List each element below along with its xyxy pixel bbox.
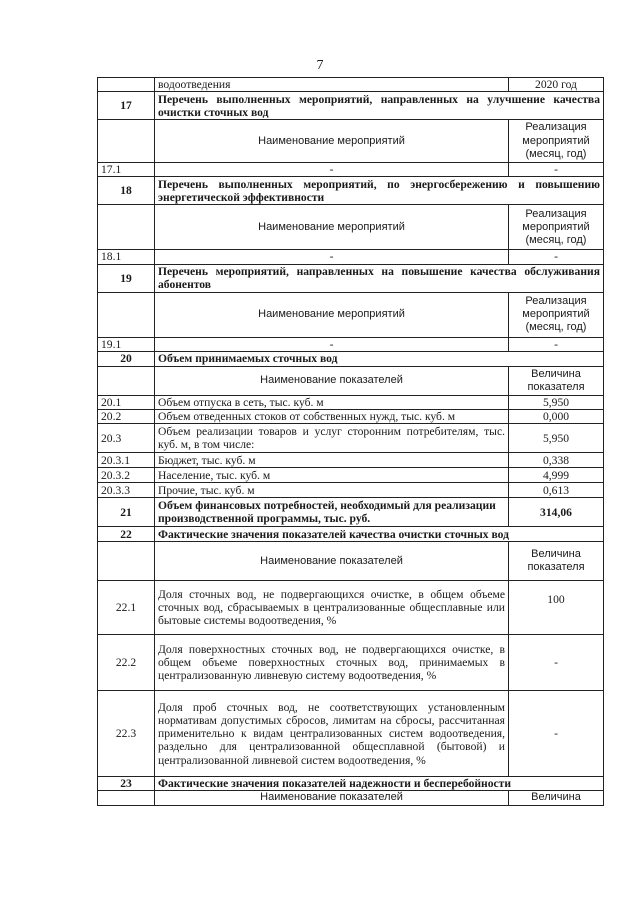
section-number: 21 — [98, 498, 155, 527]
row-name: Население, тыс. куб. м — [155, 468, 509, 483]
column-header-row — [98, 292, 604, 337]
column-header-name: Наименование мероприятий — [155, 292, 509, 337]
row-value: 5,950 — [509, 395, 604, 409]
table-row — [98, 163, 604, 177]
row-number: 20.3.1 — [98, 453, 155, 468]
section-number: 17 — [98, 92, 155, 120]
row-value: 100 — [509, 581, 604, 635]
section-header-row — [98, 92, 604, 120]
column-header-row — [98, 791, 604, 805]
column-header-row — [98, 205, 604, 250]
row-number: 20.3 — [98, 424, 155, 453]
section-title: Перечень мероприятий, направленных на повышение качества обслуживания абонентов — [155, 264, 604, 292]
row-number: 22.2 — [98, 635, 155, 691]
section-number: 23 — [98, 777, 155, 791]
section-header-row — [98, 527, 604, 542]
row-name: Доля проб сточных вод, не соответствующих установленным нормативам допустимых сбросов, лимитам на сбросы, рассчитанная применительно к видам централизованных систем водоотведения, раздельно для централизованной общесплавной (бытовой) и централизованной ливневой систем водоотведения, % — [155, 691, 509, 777]
row-name: - — [155, 337, 509, 351]
row-name: - — [155, 163, 509, 177]
section-title: Фактические значения показателей надежности и бесперебойности — [155, 777, 604, 791]
row-name: Объем отведенных стоков от собственных нужд, тыс. куб. м — [155, 410, 509, 424]
row-value: 0,338 — [509, 453, 604, 468]
page-number: 7 — [316, 58, 324, 73]
row-name: Доля поверхностных сточных вод, не подвергающихся очистке, в общем объеме поверхностных сточных вод, принимаемых в централизованную ливневую систему водоотведения, % — [155, 635, 509, 691]
table-row — [98, 424, 604, 453]
column-header-implementation: Реализация мероприятий (месяц, год) — [509, 120, 604, 163]
column-header-implementation: Реализация мероприятий (месяц, год) — [509, 205, 604, 250]
row-value: - — [509, 250, 604, 264]
column-header-value: Величина показателя — [509, 366, 604, 395]
empty-cell — [98, 292, 155, 337]
column-header-name: Наименование мероприятий — [155, 120, 509, 163]
column-header-value: Величина показателя — [509, 542, 604, 581]
row-number: 20.2 — [98, 410, 155, 424]
section-number: 20 — [98, 351, 155, 366]
row-name: Прочие, тыс. куб. м — [155, 483, 509, 498]
column-header-implementation: Реализация мероприятий (месяц, год) — [509, 292, 604, 337]
section-title: Фактические значения показателей качества очистки сточных вод — [155, 527, 604, 542]
section-header-row — [98, 777, 604, 791]
row-number: 17.1 — [98, 163, 155, 177]
section-title: Объем финансовых потребностей, необходимый для реализации производственной программы, тыс. руб. — [155, 498, 509, 527]
row-number: 20.3.3 — [98, 483, 155, 498]
column-header-name: Наименование показателей — [155, 366, 509, 395]
section-header-row — [98, 498, 604, 527]
row-name: Объем реализации товаров и услуг сторонним потребителям, тыс. куб. м, в том числе: — [155, 424, 509, 453]
row-value: - — [509, 337, 604, 351]
table-row — [98, 468, 604, 483]
row-name: - — [155, 250, 509, 264]
column-header-name: Наименование мероприятий — [155, 205, 509, 250]
table-row — [98, 337, 604, 351]
table-row — [98, 483, 604, 498]
row-text-cell: водоотведения — [155, 78, 509, 92]
column-header-row — [98, 542, 604, 581]
column-header-row — [98, 120, 604, 163]
row-name: Объем отпуска в сеть, тыс. куб. м — [155, 395, 509, 409]
empty-cell — [98, 366, 155, 395]
section-title: Перечень выполненных мероприятий, по энергосбережению и повышению энергетической эффективности — [155, 177, 604, 205]
row-number-cell — [98, 78, 155, 92]
table-row — [98, 453, 604, 468]
section-number: 18 — [98, 177, 155, 205]
empty-cell — [98, 791, 155, 805]
row-name: Доля сточных вод, не подвергающихся очистке, в общем объеме сточных вод, сбрасываемых в централизованные общесплавные или бытовые системы водоотведения, % — [155, 581, 509, 635]
column-header-row — [98, 366, 604, 395]
section-header-row — [98, 177, 604, 205]
section-title: Объем принимаемых сточных вод — [155, 351, 604, 366]
row-value: 314,06 — [509, 498, 604, 527]
row-value: 0,000 — [509, 410, 604, 424]
table-row — [98, 250, 604, 264]
section-header-row — [98, 351, 604, 366]
column-header-name: Наименование показателей — [155, 542, 509, 581]
indicators-table — [97, 77, 604, 806]
row-value: - — [509, 635, 604, 691]
table-row — [98, 410, 604, 424]
row-value: 5,950 — [509, 424, 604, 453]
row-value-cell: 2020 год — [509, 78, 604, 92]
row-value: - — [509, 163, 604, 177]
row-value: 4,999 — [509, 468, 604, 483]
row-number: 22.3 — [98, 691, 155, 777]
row-value: 0,613 — [509, 483, 604, 498]
column-header-value: Величина — [509, 791, 604, 805]
table-row — [98, 635, 604, 691]
row-value: - — [509, 691, 604, 777]
table-row — [98, 581, 604, 635]
row-number: 20.3.2 — [98, 468, 155, 483]
row-number: 22.1 — [98, 581, 155, 635]
row-number: 19.1 — [98, 337, 155, 351]
table-row — [98, 691, 604, 777]
row-number: 20.1 — [98, 395, 155, 409]
table-row — [98, 78, 604, 92]
empty-cell — [98, 542, 155, 581]
section-number: 22 — [98, 527, 155, 542]
row-number: 18.1 — [98, 250, 155, 264]
empty-cell — [98, 120, 155, 163]
row-name: Бюджет, тыс. куб. м — [155, 453, 509, 468]
section-number: 19 — [98, 264, 155, 292]
section-title: Перечень выполненных мероприятий, направленных на улучшение качества очистки сточных вод — [155, 92, 604, 120]
table-row — [98, 395, 604, 409]
column-header-name: Наименование показателей — [155, 791, 509, 805]
section-header-row — [98, 264, 604, 292]
empty-cell — [98, 205, 155, 250]
